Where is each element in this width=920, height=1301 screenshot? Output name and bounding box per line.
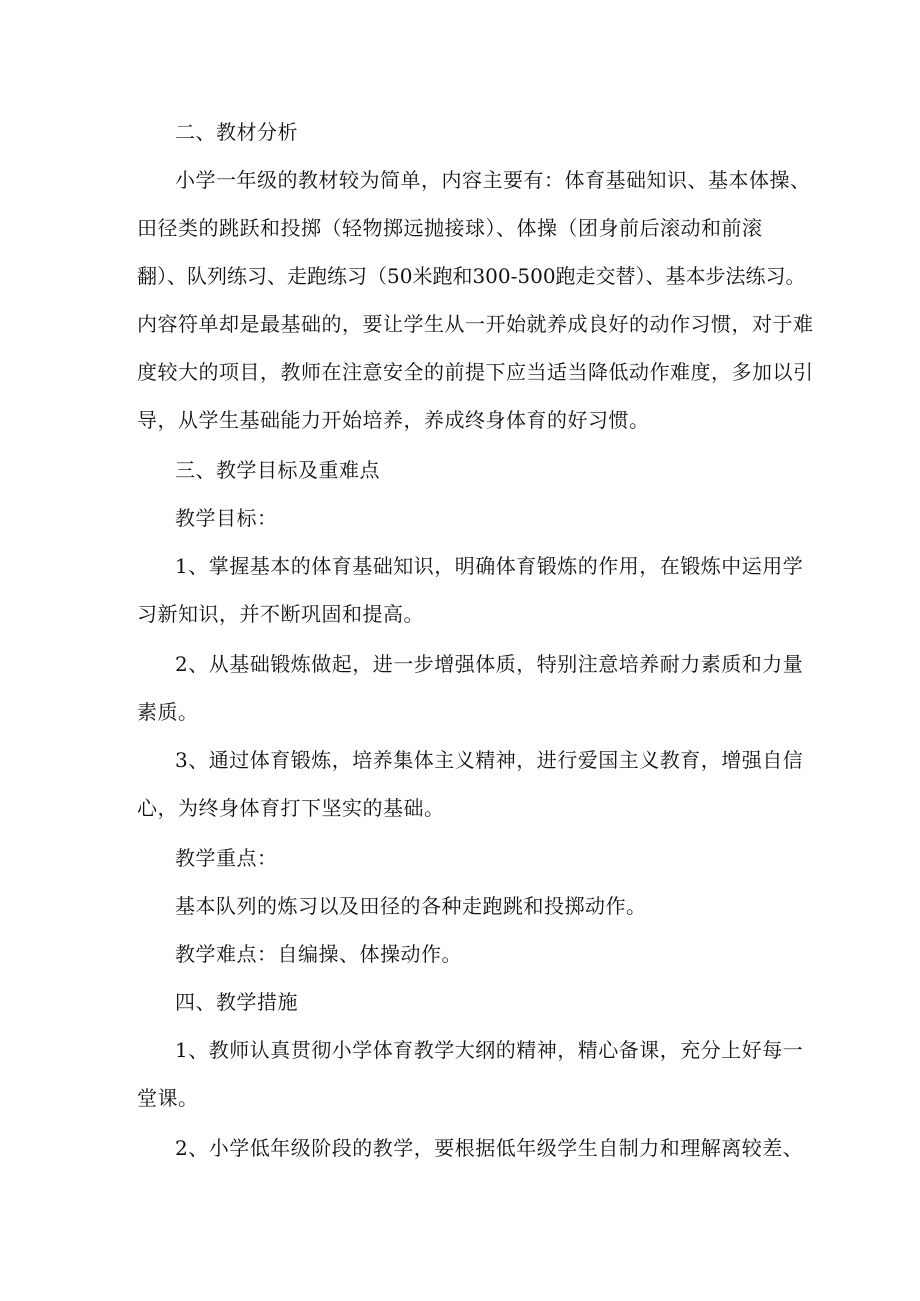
list-item-line: 1、掌握基本的体育基础知识，明确体育锻炼的作用，在锻炼中运用学 [175, 554, 804, 578]
paragraph-line: 度较大的项目，教师在注意安全的前提下应当适当降低动作难度，多加以引 [137, 360, 814, 384]
paragraph-line: 翻）、队列练习、走跑练习（50米跑和300-500跑走交替）、基本步法练习。 [137, 264, 806, 288]
paragraph-line: 教学难点：自编操、体操动作。 [175, 942, 462, 966]
paragraph-line: 导，从学生基础能力开始培养，养成终身体育的好习惯。 [137, 408, 650, 432]
heading-3-goals: 三、教学目标及重难点 [175, 458, 380, 482]
paragraph-line: 田径类的跳跃和投掷（轻物掷远抛接球）、体操（团身前后滚动和前滚 [137, 216, 763, 240]
heading-4-measures: 四、教学措施 [175, 990, 298, 1014]
list-item-line: 堂课。 [137, 1086, 199, 1110]
subheading-teaching-goals: 教学目标： [175, 506, 278, 530]
paragraph-line: 小学一年级的教材较为简单，内容主要有：体育基础知识、基本体操、 [175, 168, 811, 192]
paragraph-line: 基本队列的炼习以及田径的各种走跑跳和投掷动作。 [175, 894, 647, 918]
list-item-line: 2、小学低年级阶段的教学，要根据低年级学生自制力和理解离较差、 [175, 1136, 804, 1160]
paragraph-line: 内容符单却是最基础的，要让学生从一开始就养成良好的动作习惯，对于难 [137, 312, 814, 336]
heading-2-textbook-analysis: 二、教材分析 [175, 120, 298, 144]
list-item-line: 1、教师认真贯彻小学体育教学大纲的精神，精心备课，充分上好每一 [175, 1038, 804, 1062]
list-item-line: 3、通过体育锻炼，培养集体主义精神，进行爱国主义教育，增强自信 [175, 748, 804, 772]
subheading-key-points: 教学重点： [175, 846, 278, 870]
list-item-line: 心，为终身体育打下坚实的基础。 [137, 796, 445, 820]
list-item-line: 2、从基础锻炼做起，进一步增强体质，特别注意培养耐力素质和力量 [175, 652, 804, 676]
list-item-line: 素质。 [137, 700, 199, 724]
list-item-line: 习新知识，并不断巩固和提高。 [137, 602, 424, 626]
